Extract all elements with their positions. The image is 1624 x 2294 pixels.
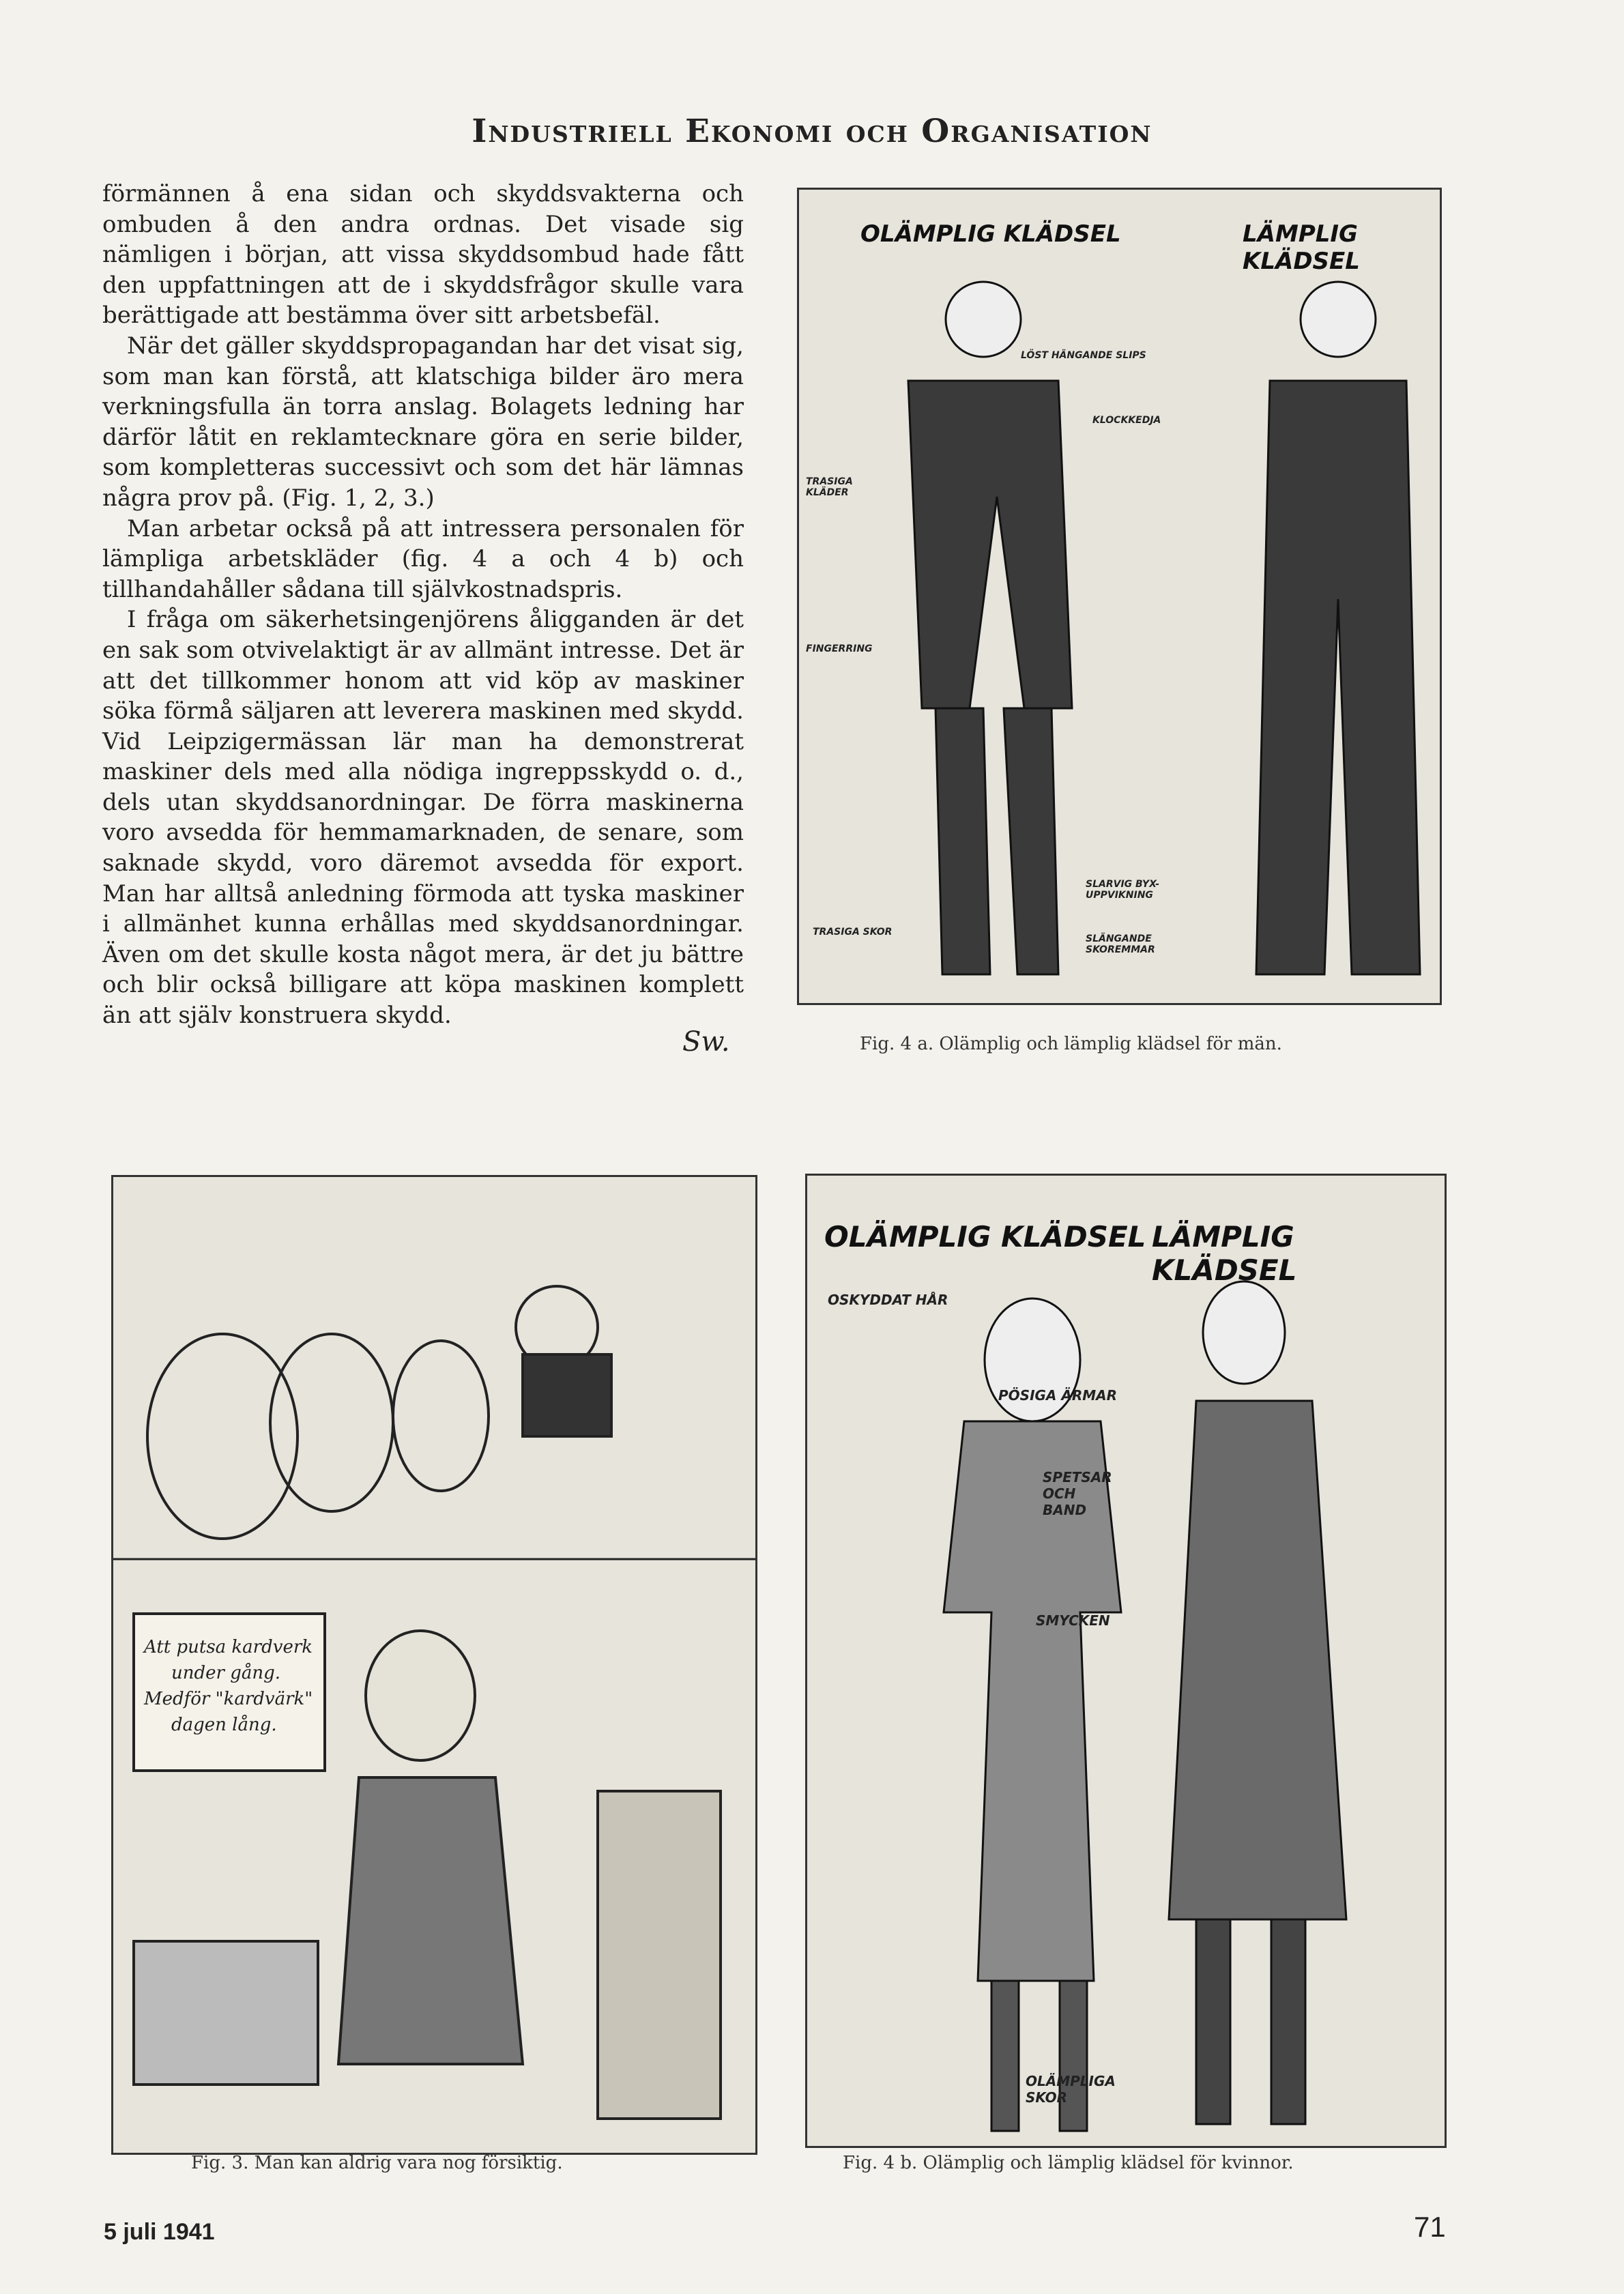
annotation: SLÄNGANDE SKOREMMAR: [1086, 933, 1155, 955]
annotation: KLOCKKEDJA: [1092, 415, 1161, 426]
annotation: OSKYDDAT HÅR: [828, 1292, 948, 1308]
annotation: SLARVIG BYX-UPPVIKNING: [1086, 879, 1160, 901]
fig3-illustration: [111, 1175, 757, 2155]
fig4a-caption: Fig. 4 a. Olämplig och lämplig klädsel för män.: [860, 1034, 1282, 1054]
annotation: OLÄMPLIGA SKOR: [1026, 2073, 1116, 2106]
running-header: Industriell Ekonomi och Organisation: [472, 113, 1152, 150]
fig4b-illustration: [805, 1174, 1447, 2148]
annotation: PÖSIGA ÄRMAR: [998, 1387, 1118, 1404]
paragraph: förmännen å ena sidan och skyddsvakterna och ombuden å den andra ordnas. Det visade sig nämligen i början, att vissa skyddsombud hade fått den uppfattningen att de i skyddsfrågor skulle vara berättigade att bestämma över sitt arbetsbefäl.: [102, 180, 744, 330]
paragraph: I fråga om säkerhetsingenjörens åligganden är det en sak som otvivelaktigt är av allmänt intresse. Det är att det tillkommer honom att vid köp av maskiner söka förmå säljaren att leverera maskinen med skydd. Vid Leipzigermässan lär man ha demonstrerat maskiner dels med alla nödiga ingreppsskydd o. d., dels utan skyddsanordningar. De förra maskinerna voro avsedda för hemmamarknaden, de senare, som saknade skydd, voro däremot avsedda för export. Man har alltså anledning förmoda att tyska maskiner i allmänhet kunna erhållas med skyddsanordningar. Även om det skulle kosta något mera, är det ju bättre och blir också billigare att köpa maskinen komplett än att själv konstruera skydd.: [102, 606, 744, 1030]
annotation: TRASIGA KLÄDER: [806, 476, 853, 498]
label-unsuitable: OLÄMPLIG KLÄDSEL: [824, 1220, 1146, 1253]
label-suitable: LÄMPLIG KLÄDSEL: [1243, 220, 1360, 275]
label-unsuitable: OLÄMPLIG KLÄDSEL: [860, 220, 1121, 248]
page-number: 71: [1414, 2211, 1446, 2243]
sign-line: Medför "kardvärk": [144, 1689, 313, 1709]
fig3-caption: Fig. 3. Man kan aldrig vara nog försiktig.: [191, 2153, 563, 2173]
paragraph: Man arbetar också på att intressera personalen för lämpliga arbetskläder (fig. 4 a och 4 b) och tillhandahåller sådana till självkostnadspris.: [102, 514, 744, 603]
sign-line: dagen lång.: [171, 1715, 277, 1735]
wall-sign: [144, 1634, 313, 1738]
annotation: FINGERRING: [806, 643, 873, 654]
annotation: SMYCKEN: [1036, 1612, 1110, 1629]
annotation: SPETSAR OCH BAND: [1043, 1469, 1112, 1518]
sign-line: under gång.: [171, 1663, 281, 1683]
author-signature: Sw.: [682, 1026, 730, 1058]
label-suitable: LÄMPLIG KLÄDSEL: [1152, 1220, 1297, 1287]
fig4b-drawing: [807, 1176, 1447, 2148]
body-text: [102, 179, 744, 1031]
sign-line: Att putsa kardverk: [144, 1637, 313, 1657]
annotation: TRASIGA SKOR: [813, 927, 893, 938]
issue-date: 5 juli 1941: [104, 2219, 215, 2245]
fig4a-illustration: [797, 188, 1442, 1005]
fig4b-caption: Fig. 4 b. Olämplig och lämplig klädsel för kvinnor.: [843, 2153, 1294, 2173]
paragraph: När det gäller skyddspropagandan har det visat sig, som man kan förstå, att klatschiga bilder äro mera verkningsfulla än torra anslag. Bolagets ledning har därför låtit en reklamtecknare göra en serie bilder, som kompletteras successivt och som det här lämnas några prov på. (Fig. 1, 2, 3.): [102, 332, 744, 512]
annotation: LÖST HÄNGANDE SLIPS: [1021, 350, 1146, 361]
